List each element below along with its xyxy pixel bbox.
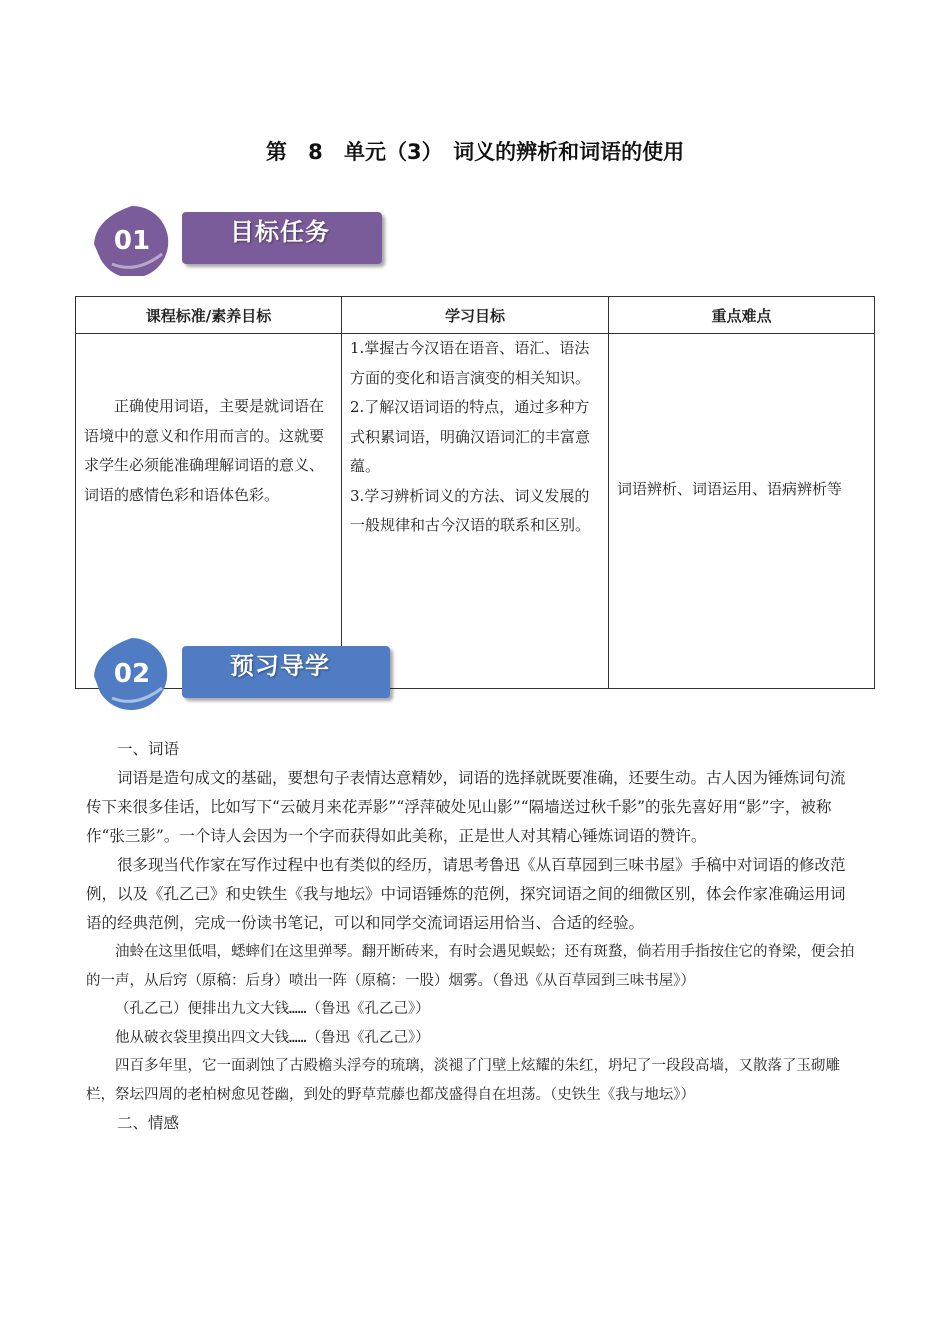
section-badge-preview xyxy=(92,634,402,710)
objective-item: 3.学习辨析词义的方法、词义发展的一般规律和古今汉语的联系和区别。 xyxy=(350,486,591,534)
col-header-objectives: 学习目标 xyxy=(342,297,609,334)
cell-standard: 正确使用词语，主要是就词语在语境中的意义和作用而言的。这就要求学生必须能准确理解词语的意义、词语的感情色彩和语体色彩。 xyxy=(76,334,342,689)
quote-paragraph: 油蛉在这里低唱，蟋蟀们在这里弹琴。翻开断砖来，有时会遇见蜈蚣；还有斑蝥，倘若用手指按住它的脊梁，便会拍的一声，从后窍（原稿：后身）喷出一阵（原稿：一股）烟雾。（鲁迅《从百草园到三味书屋》） xyxy=(86,944,855,989)
quote-paragraph: （孔乙己）便排出九文大钱……（鲁迅《孔乙己》） xyxy=(115,1001,430,1017)
section-number-preview: 02 xyxy=(113,659,151,689)
section-bar-preview xyxy=(182,646,390,698)
section-number-circle-icon xyxy=(92,204,172,276)
col-header-keypoints: 重点难点 xyxy=(609,297,875,334)
section-bar-goals xyxy=(182,212,382,264)
page-title: 第 8 单元（3） 词义的辨析和词语的使用 xyxy=(265,140,685,164)
preview-content xyxy=(86,735,858,1138)
section-number-goals: 01 xyxy=(113,226,151,256)
paragraph: 很多现当代作家在写作过程中也有类似的经历，请思考鲁迅《从百草园到三味书屋》手稿中对词语的修改范例，以及《孔乙己》和史铁生《我与地坛》中词语锤炼的范例，探究词语之间的细微区别，体会作家准确运用词语的经典范例，完成一份读书笔记，可以和同学交流词语运用恰当、合适的经验。 xyxy=(86,856,846,932)
paragraph: 词语是造句成文的基础，要想句子表情达意精妙，词语的选择就既要准确，还要生动。古人因为锤炼词句流传下来很多佳话，比如写下“云破月来花弄影”“浮萍破处见山影”“隔墙送过秋千影”的张先喜好用“影”字，被称作“张三影”。一个诗人会因为一个字而获得如此美称，正是世人对其精心锤炼词语的赞许。 xyxy=(86,769,846,845)
section-heading: 二、情感 xyxy=(117,1114,180,1132)
objective-item: 1.掌握古今汉语在语音、语汇、语法方面的变化和语言演变的相关知识。 xyxy=(350,339,591,387)
section-label-goals: 目标任务 xyxy=(230,218,330,246)
section-badge-goals xyxy=(92,204,392,276)
quote-paragraph: 他从破衣袋里摸出四文大钱……（鲁迅《孔乙己》） xyxy=(115,1029,430,1046)
section-number-circle-icon xyxy=(92,634,172,710)
section-heading: 一、词语 xyxy=(117,740,180,758)
goals-table xyxy=(75,296,875,689)
quote-paragraph: 四百多年里，它一面剥蚀了古殿檐头浮夸的琉璃，淡褪了门壁上炫耀的朱红，坍圮了一段段高墙，又散落了玉砌雕栏，祭坛四周的老柏树愈见苍幽，到处的野草荒藤也都茂盛得自在坦荡。（史铁生《我与地坛》） xyxy=(86,1058,840,1103)
section-label-preview: 预习导学 xyxy=(230,652,330,680)
objective-item: 2.了解汉语词语的特点，通过多种方式积累词语，明确汉语词汇的丰富意蕴。 xyxy=(350,398,591,475)
col-header-standard: 课程标准/素养目标 xyxy=(76,297,342,334)
cell-keypoints: 词语辨析、词语运用、语病辨析等 xyxy=(609,334,875,689)
